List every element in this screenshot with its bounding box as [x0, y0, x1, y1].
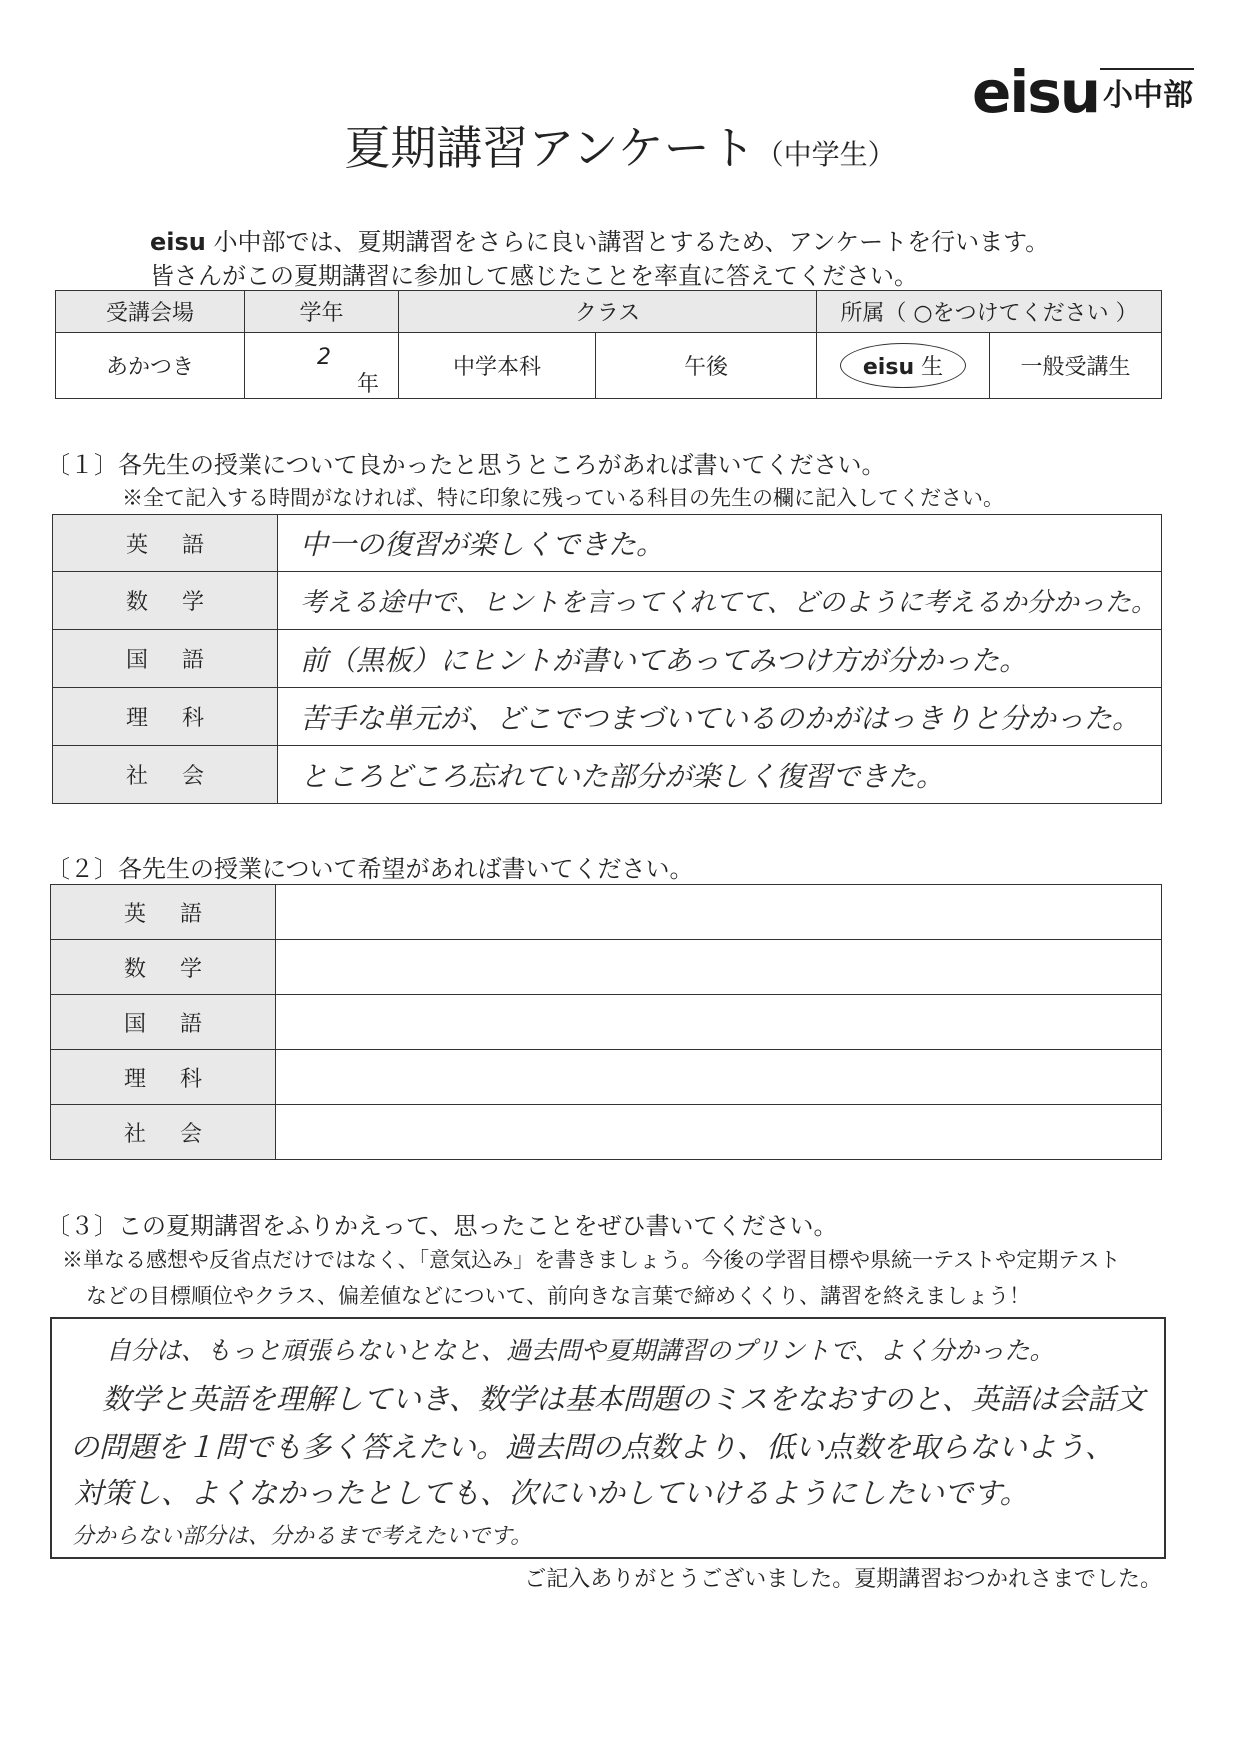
q3-answer-line-1: 自分は、もっと頑張らないとなと、過去問や夏期講習のプリントで、よく分かった。	[106, 1336, 1055, 1365]
q1-answer-social: ところどころ忘れていた部分が楽しく復習できた。	[278, 746, 1162, 804]
q1-answer-english: 中一の復習が楽しくできた。	[278, 515, 1162, 572]
grade-unit: 年	[357, 372, 380, 397]
class-course: 中学本科	[399, 333, 596, 399]
intro-line-1	[150, 222, 1049, 257]
grade-value: 2	[317, 345, 331, 370]
logo-brand: eisu	[972, 58, 1100, 126]
affil-eisu-suffix: 生	[914, 355, 944, 380]
q2-heading: 〔２〕各先生の授業について希望があれば書いてください。	[46, 855, 694, 883]
q1-subject-english: 英語	[53, 515, 278, 572]
q1-answer-math: 考える途中で、ヒントを言ってくれてて、どのように考えるか分かった。	[278, 572, 1162, 630]
q2-table	[50, 884, 1162, 1160]
q2-answer-math[interactable]	[276, 940, 1162, 995]
q3-answer-line-3: の問題を１問でも多く答えたい。過去問の点数より、低い点数を取らないよう、	[70, 1430, 1115, 1464]
q3-answer-line-4: 対策し、よくなかったとしても、次にいかしていけるようにしたいです。	[74, 1476, 1029, 1510]
footer-thanks: ご記入ありがとうございました。夏期講習おつかれさまでした。	[524, 1567, 1162, 1592]
logo-rule	[1100, 68, 1194, 70]
q1-table	[52, 514, 1162, 804]
intro-line-2: 皆さんがこの夏期講習に参加して感じたことを率直に答えてください。	[150, 262, 918, 290]
q3-note-2: などの目標順位やクラス、偏差値などについて、前向きな言葉で締めくくり、講習を終えましょう！	[86, 1284, 1031, 1308]
q3-answer-box	[50, 1317, 1166, 1559]
affiliation-eisu-cell	[817, 333, 990, 399]
q1-heading: 〔１〕各先生の授業について良かったと思うところがあれば書いてください。	[46, 451, 886, 479]
q2-answer-japanese[interactable]	[276, 995, 1162, 1050]
q3-answer-line-2: 数学と英語を理解していき、数学は基本問題のミスをなおすのと、英語は会話文	[102, 1382, 1145, 1416]
q2-subject-english: 英語	[51, 885, 276, 940]
grade-cell	[245, 333, 399, 399]
affiliation-eisu-circled	[840, 343, 966, 388]
q2-subject-social: 社会	[51, 1105, 276, 1160]
q1-subject-social: 社会	[53, 746, 278, 804]
venue-value: あかつき	[56, 333, 245, 399]
affiliation-header: 所属（ ○をつけてください ）	[817, 291, 1162, 333]
affiliation-general: 一般受講生	[990, 333, 1162, 399]
q2-answer-social[interactable]	[276, 1105, 1162, 1160]
info-table	[55, 290, 1162, 399]
q2-answer-science[interactable]	[276, 1050, 1162, 1105]
q1-note: ※全て記入する時間がなければ、特に印象に残っている科目の先生の欄に記入してください。	[122, 486, 1004, 510]
venue-header: 受講会場	[56, 291, 245, 333]
q3-heading: 〔３〕この夏期講習をふりかえって、思ったことをぜひ書いてください。	[46, 1212, 838, 1240]
q1-subject-math: 数学	[53, 572, 278, 630]
q2-subject-math: 数学	[51, 940, 276, 995]
title-sub: （中学生）	[755, 138, 896, 171]
intro-brand: eisu	[150, 228, 206, 256]
title-main: 夏期講習アンケート	[344, 121, 756, 175]
q2-subject-japanese: 国語	[51, 995, 276, 1050]
logo-dept: 小中部	[1103, 78, 1194, 113]
q3-note-1: ※単なる感想や反省点だけではなく、「意気込み」を書きましょう。今後の学習目標や県統一テストや定期テスト	[62, 1248, 1121, 1272]
intro-line1-text: 小中部では、夏期講習をさらに良い講習とするため、アンケートを行います。	[205, 228, 1050, 256]
q2-subject-science: 理科	[51, 1050, 276, 1105]
affil-eisu-brand: eisu	[862, 355, 915, 380]
page-title	[0, 112, 1240, 178]
q1-subject-science: 理科	[53, 688, 278, 746]
class-header: クラス	[399, 291, 817, 333]
q1-answer-japanese: 前（黒板）にヒントが書いてあってみつけ方が分かった。	[278, 630, 1162, 688]
class-time: 午後	[596, 333, 817, 399]
grade-header: 学年	[245, 291, 399, 333]
q2-answer-english[interactable]	[276, 885, 1162, 940]
q1-subject-japanese: 国語	[53, 630, 278, 688]
q1-answer-science: 苦手な単元が、どこでつまづいているのかがはっきりと分かった。	[278, 688, 1162, 746]
q3-answer-line-5: 分からない部分は、分かるまで考えたいです。	[72, 1524, 533, 1549]
